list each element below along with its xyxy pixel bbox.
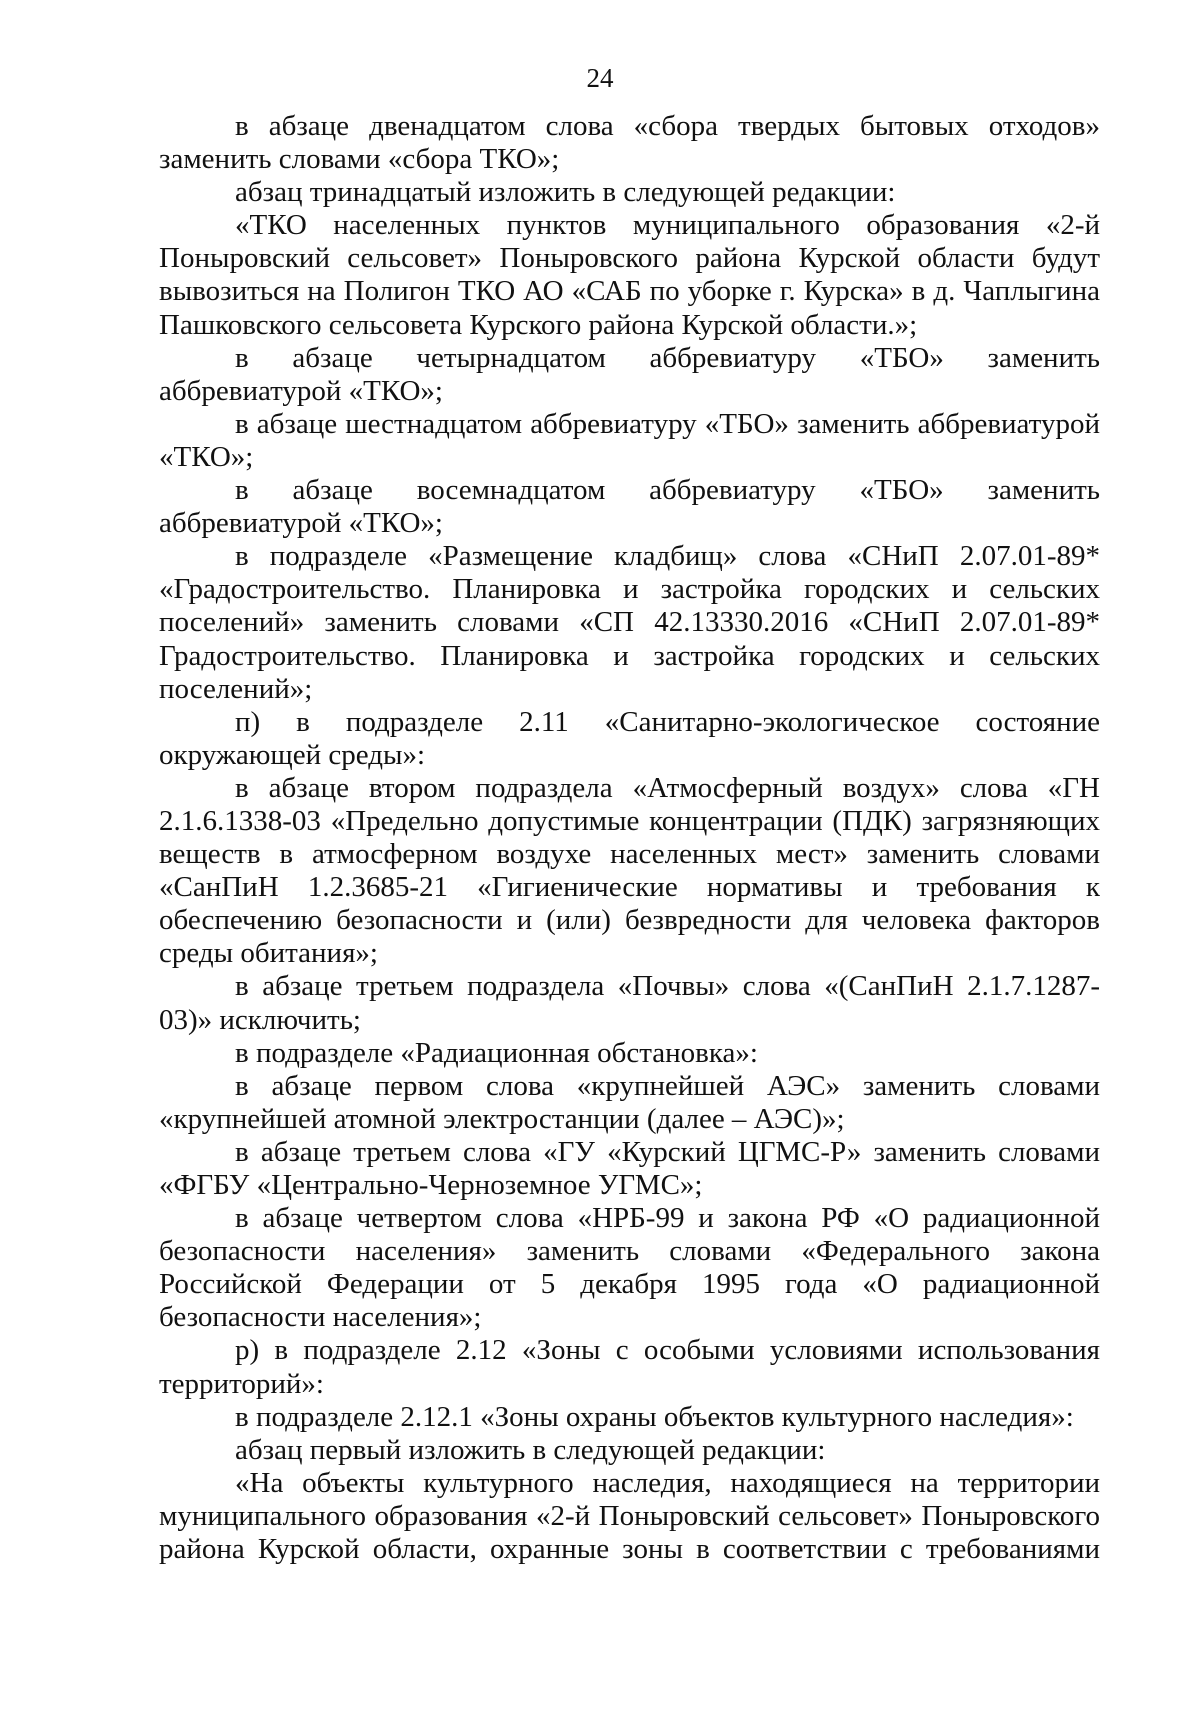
paragraph-7: в подразделе «Размещение кладбищ» слова «СНиП 2.07.01-89* «Градостроительство. Планировка и застройка городских и сельских поселений» заменить словами «СП 42.13330.2016 «СНиП 2.07.01-89* Градостроительство. Планировка и застройка городских и сельских поселений»;: [159, 540, 1100, 705]
paragraph-18: «На объекты культурного наследия, находящиеся на территории муниципального образования «2-й Поныровский сельсовет» Поныровского района Курской области, охранные зоны в соответствии с требованиями: [159, 1466, 1100, 1566]
paragraph-15: р) в подразделе 2.12 «Зоны с особыми условиями использования территорий»:: [159, 1334, 1100, 1400]
paragraph-1: в абзаце двенадцатом слова «сбора твердых бытовых отходов» заменить словами «сбора ТКО»;: [159, 110, 1100, 176]
paragraph-6: в абзаце восемнадцатом аббревиатуру «ТБО» заменить аббревиатурой «ТКО»;: [159, 474, 1100, 540]
paragraph-17: абзац первый изложить в следующей редакции:: [235, 1433, 826, 1466]
document-body: [159, 110, 1100, 1566]
paragraph-10: в абзаце третьем подраздела «Почвы» слова «(СанПиН 2.1.7.1287-03)» исключить;: [159, 970, 1100, 1036]
paragraph-12: в абзаце первом слова «крупнейшей АЭС» заменить словами «крупнейшей атомной электростанции (далее – АЭС)»;: [159, 1069, 1100, 1135]
paragraph-13: в абзаце третьем слова «ГУ «Курский ЦГМС-Р» заменить словами «ФГБУ «Центрально-Черноземное УГМС»;: [159, 1135, 1100, 1201]
paragraph-4: в абзаце четырнадцатом аббревиатуру «ТБО» заменить аббревиатурой «ТКО»;: [159, 341, 1100, 407]
paragraph-9: в абзаце втором подраздела «Атмосферный воздух» слова «ГН 2.1.6.1338-03 «Предельно допустимые концентрации (ПДК) загрязняющих веществ в атмосферном воздухе населенных мест» заменить словами «СанПиН 1.2.3685-21 «Гигиенические нормативы и требования к обеспечению безопасности и (или) безвредности для человека факторов среды обитания»;: [159, 771, 1100, 970]
paragraph-16: в подразделе 2.12.1 «Зоны охраны объектов культурного наследия»:: [235, 1400, 1074, 1433]
paragraph-5: в абзаце шестнадцатом аббревиатуру «ТБО» заменить аббревиатурой «ТКО»;: [159, 407, 1100, 473]
page-number: 24: [586, 63, 614, 93]
paragraph-14: в абзаце четвертом слова «НРБ-99 и закона РФ «О радиационной безопасности населения» заменить словами «Федерального закона Российской Федерации от 5 декабря 1995 года «О радиационной безопасности населения»;: [159, 1202, 1100, 1334]
paragraph-2: абзац тринадцатый изложить в следующей редакции:: [235, 176, 896, 209]
paragraph-3: «ТКО населенных пунктов муниципального образования «2-й Поныровский сельсовет» Поныровского района Курской области будут вывозиться на Полигон ТКО АО «САБ по уборке г. Курска» в д. Чаплыгина Пашковского сельсовета Курского района Курской области.»;: [159, 209, 1100, 341]
paragraph-11: в подразделе «Радиационная обстановка»:: [235, 1036, 758, 1069]
paragraph-8: п) в подразделе 2.11 «Санитарно-экологическое состояние окружающей среды»:: [159, 705, 1100, 771]
